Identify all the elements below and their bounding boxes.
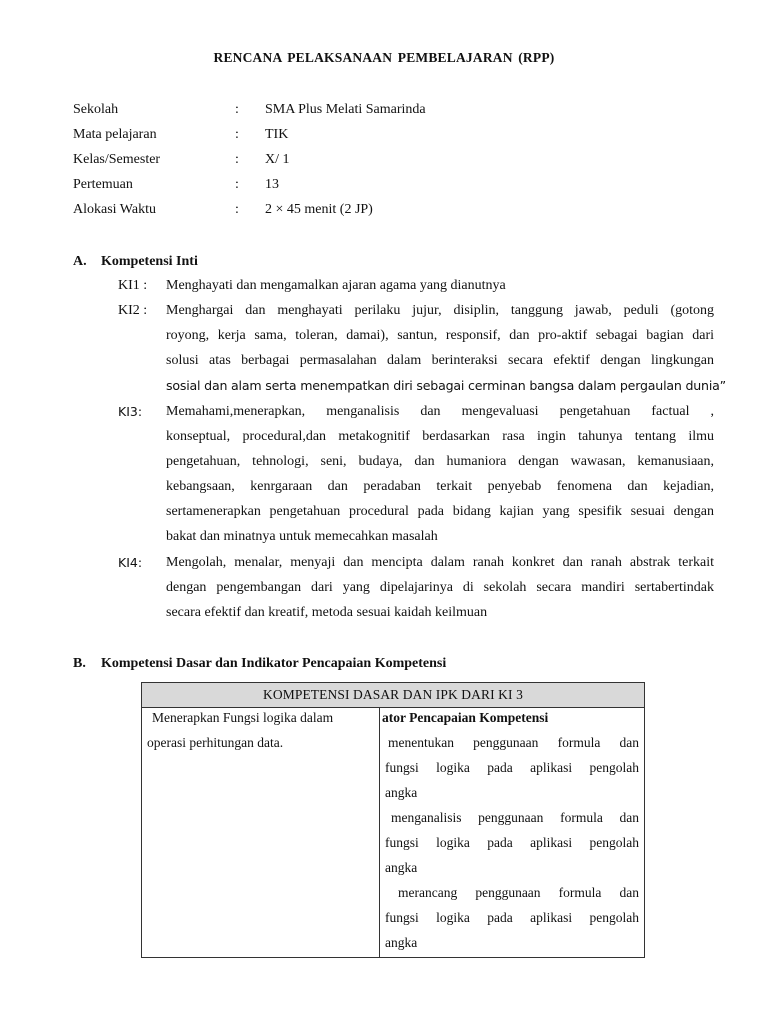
ipk-heading: ator Pencapaian Kompetensi (382, 710, 549, 725)
section-title: Kompetensi Inti (101, 254, 198, 269)
ipk-text-line: fungsi logika pada aplikasi pengolah (385, 910, 639, 925)
info-colon: : (235, 202, 239, 217)
info-label: Kelas/Semester (73, 152, 161, 167)
info-colon: : (235, 152, 239, 167)
ipk-text-line: menganalisis penggunaan formula dan (391, 810, 639, 825)
ki4-text-line: dengan pengembangan dari yang dipelajarinya di sekolah secara mandiri sertabertindak (166, 580, 714, 595)
section-letter: A. (73, 254, 87, 269)
ki2-text-line: royong, kerja sama, toleran, damai), santun, responsif, dan pro-aktif sebagai bagian dari (166, 328, 714, 343)
ipk-text-line: menentukan penggunaan formula dan (388, 735, 639, 750)
ki3-text-line: sertamenerapkan pengetahuan procedural pada bidang kajian yang spesifik sesuai dengan (166, 504, 714, 519)
info-value: 13 (265, 177, 279, 192)
ipk-text-line: angka (385, 935, 418, 950)
info-label: Alokasi Waktu (73, 202, 156, 217)
ipk-text-line: angka (385, 860, 418, 875)
ipk-text-line: fungsi logika pada aplikasi pengolah (385, 760, 639, 775)
section-letter: B. (73, 656, 86, 671)
info-value: TIK (265, 127, 289, 142)
ki4-text-line: secara efektif dan kreatif, metoda sesuai kaidah keilmuan (166, 605, 488, 620)
info-colon: : (235, 102, 239, 117)
ki1-label: KI1 : (118, 278, 148, 293)
section-b-heading (73, 656, 446, 672)
ki1-text: Menghayati dan mengamalkan ajaran agama yang dianutnya (166, 278, 506, 293)
section-a-heading (73, 254, 198, 270)
ki2-text-line: sosial dan alam serta menempatkan diri sebagai cerminan bangsa dalam pergaulan dunia” (166, 378, 726, 393)
ipk-text-line: angka (385, 785, 418, 800)
ki4-label: KI4: (118, 555, 143, 570)
info-label: Pertemuan (73, 177, 133, 192)
ki3-text-line: pengetahuan, tehnologi, seni, budaya, dan humaniora dengan wawasan, kemanusiaan, (166, 454, 714, 469)
ki2-text-line: Menghargai dan menghayati perilaku jujur, disiplin, tanggung jawab, peduli (gotong (166, 303, 714, 318)
kd-ipk-table (141, 682, 645, 958)
kd-text-line: operasi perhitungan data. (147, 735, 284, 750)
ipk-text-line: fungsi logika pada aplikasi pengolah (385, 835, 639, 850)
ki3-text-line: kebangsaan, kenrgaraan dan peradaban terkait penyebab fenomena dan kejadian, (166, 479, 714, 494)
ki3-text-line: konseptual, procedural,dan metakognitif berdasarkan rasa ingin tahunya tentang ilmu (166, 429, 714, 444)
document-title: RENCANA PELAKSANAAN PEMBELAJARAN (RPP) (213, 50, 555, 65)
info-colon: : (235, 127, 239, 142)
info-value: X/ 1 (265, 152, 290, 167)
ipk-text-line: merancang penggunaan formula dan (398, 885, 639, 900)
kd-text-line: Menerapkan Fungsi logika dalam (152, 710, 334, 725)
ki3-label: KI3: (118, 404, 143, 419)
info-label: Mata pelajaran (73, 127, 157, 142)
ki2-label: KI2 : (118, 303, 148, 318)
table-header: KOMPETENSI DASAR DAN IPK DARI KI 3 (142, 683, 644, 708)
ki3-text-line: bakat dan minatnya untuk memecahkan masalah (166, 529, 438, 544)
table-column-divider (379, 707, 380, 958)
ki4-text-line: Mengolah, menalar, menyaji dan mencipta dalam ranah konkret dan ranah abstrak terkait (166, 555, 714, 570)
info-value: 2 × 45 menit (2 JP) (265, 202, 373, 217)
info-value: SMA Plus Melati Samarinda (265, 102, 426, 117)
ki2-text-line: solusi atas berbagai permasalahan dalam berinteraksi secara efektif dengan lingkungan (166, 353, 714, 368)
ki3-text-line: Memahami,menerapkan, menganalisis dan mengevaluasi pengetahuan factual , (166, 404, 714, 419)
section-title: Kompetensi Dasar dan Indikator Pencapaian Kompetensi (101, 656, 447, 671)
info-label: Sekolah (73, 102, 119, 117)
info-colon: : (235, 177, 239, 192)
